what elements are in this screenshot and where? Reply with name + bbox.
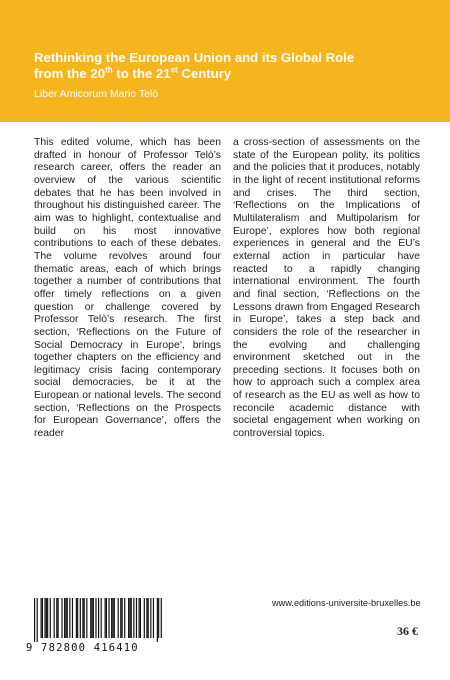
barcode-bar [144, 598, 145, 638]
barcode-bar [114, 598, 115, 638]
barcode-bar [37, 598, 38, 642]
barcode-bar [86, 598, 87, 638]
barcode-bar [105, 598, 106, 638]
barcode-bar [50, 598, 51, 638]
barcode-bar [95, 598, 96, 638]
barcode-bar [120, 598, 121, 638]
barcode-bar [101, 598, 102, 638]
barcode-bar [146, 598, 147, 638]
barcode-bar [42, 598, 43, 638]
barcode-bar [46, 598, 47, 638]
barcode-bar [128, 598, 129, 638]
isbn-barcode [26, 598, 168, 656]
book-title-line-2: from the 20th to the 21st Century [34, 65, 232, 81]
barcode-bar [54, 598, 55, 638]
barcode-bar [72, 598, 73, 638]
barcode-bar [93, 598, 94, 638]
barcode-bar [34, 598, 35, 642]
price-label: 36 € [397, 624, 418, 638]
blurb-column-right: a cross-section of assessments on the state of the European polity, its politics and the policies that it produces, notably in the light of recent institutional reforms and crises. The third section, ‘Reflections on the Implications of Multilateralism and Multipolarism for Europe’, explores how both regional experiences in general and the EU’s external action in particular have reacted to a rapidly changing international environment. The fourth and final section, ‘Reflections on the Lessons drawn from Engaged Research in Europe’, takes a step back and considers the role of the researcher in the evolving and challenging environment sketched out in the preceding sections. It focuses both on how to approach such a complex area of research as the EU as well as how to reconcile academic distance with societal engagement when working on controversial topics. [233, 137, 420, 440]
barcode-bar [122, 598, 123, 638]
barcode-bar [150, 598, 151, 638]
barcode-bar [108, 598, 109, 638]
barcode-bar [58, 598, 59, 638]
barcode-bar [41, 598, 42, 638]
barcode-bar [90, 598, 91, 638]
book-title [34, 50, 354, 82]
barcode-bar [118, 598, 119, 638]
barcode-bar [136, 598, 137, 638]
barcode-bar [91, 598, 92, 638]
blurb-column-left: This edited volume, which has been drafted in honour of Professor Telò’s research career, offers the reader an overview of the various scientific debates that he has been involved in throughout his distinguished career. The aim was to highlight, contextualise and build on his most innovative contributions to each of these debates. The volume revolves around four thematic areas, each of which brings together a number of contributions that offer timely reflections on a given question or challenge covered by Professor Telò’s research. The first section, ‘Reflections on the Future of Social Democracy in Europe’, brings together chapters on the efficiency and legitimacy crisis facing contemporary social democracies, be it at the European or national levels. The second section, ‘Reflections on the Prospects for European Governance’, offers the reader [34, 137, 221, 440]
barcode-bar [80, 598, 81, 638]
barcode-bar [111, 598, 112, 638]
barcode-bar [84, 598, 85, 638]
barcode-bar [44, 598, 45, 638]
title-banner [0, 0, 450, 122]
barcode-bar [69, 598, 70, 638]
barcode-bar [61, 598, 62, 638]
book-title-line-1: Rethinking the European Union and its Global Role [34, 50, 355, 65]
barcode-bar [140, 598, 141, 638]
isbn-number: 9 782800 416410 [26, 642, 139, 654]
barcode-bar [131, 598, 132, 638]
barcode-bar [67, 598, 68, 638]
barcode-bar [77, 598, 78, 638]
barcode-bar [56, 598, 57, 638]
barcode-bar [129, 598, 130, 638]
barcode-bar [47, 598, 48, 638]
publisher-website: www.editions-universite-bruxelles.be [272, 598, 421, 608]
barcode-bar [106, 598, 107, 638]
barcode-bars-graphic [34, 598, 162, 642]
barcode-bar [64, 598, 65, 638]
barcode-bar [98, 598, 99, 638]
barcode-bar [161, 598, 162, 638]
barcode-bar [138, 598, 139, 638]
barcode-bar [158, 598, 159, 638]
barcode-bar [65, 598, 66, 638]
barcode-bar [112, 598, 113, 638]
barcode-bar [153, 598, 154, 638]
barcode-bar [157, 598, 158, 642]
barcode-bar [133, 598, 134, 638]
barcode-bar [148, 598, 149, 638]
barcode-bar [76, 598, 77, 638]
barcode-bar [124, 598, 125, 638]
barcode-bar [82, 598, 83, 638]
book-subtitle: Liber Amicorum Mario Telò [34, 88, 159, 100]
